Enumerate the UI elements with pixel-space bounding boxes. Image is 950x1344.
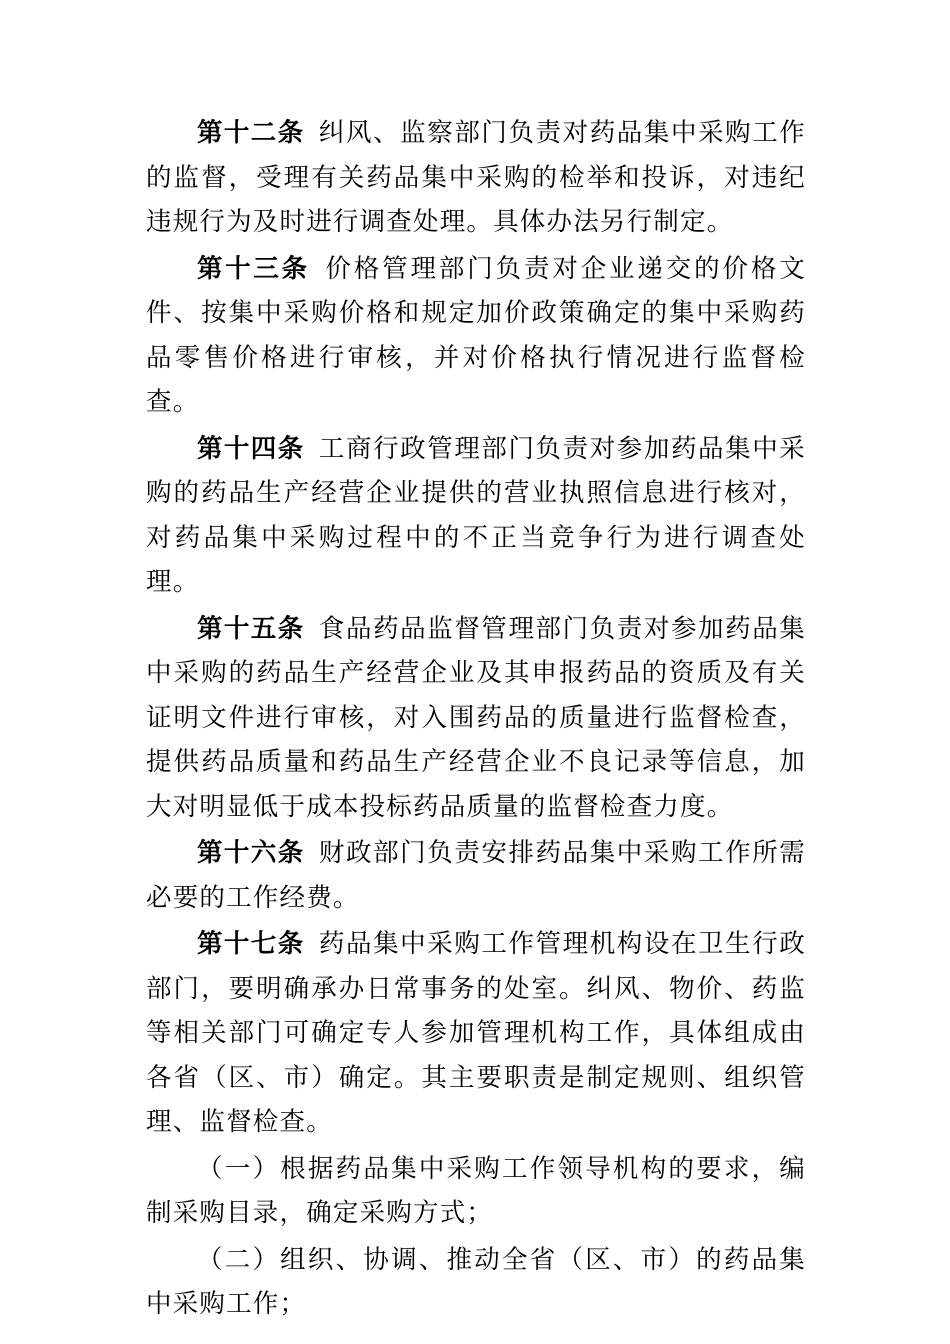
article-13 <box>146 247 806 425</box>
article-number: 第十六条 <box>197 838 305 868</box>
article-12 <box>146 111 806 245</box>
article-14 <box>146 427 806 605</box>
article-text: 工商行政管理部门负责对参加药品集中采购的药品生产经营企业提供的营业执照信息进行核对，对药品集中采购过程中的不正当竞争行为进行调查处理。 <box>146 433 806 597</box>
article-number: 第十四条 <box>197 433 305 464</box>
article-17 <box>146 922 806 1145</box>
article-number: 第十二条 <box>197 118 305 148</box>
article-number: 第十三条 <box>197 253 310 284</box>
list-item-2: （二）组织、协调、推动全省（区、市）的药品集中采购工作； <box>146 1244 806 1319</box>
article-text: 纠风、监察部门负责对药品集中采购工作的监督，受理有关药品集中采购的检举和投诉，对违纪违规行为及时进行调查处理。具体办法另行制定。 <box>146 118 806 237</box>
article-16 <box>146 831 806 920</box>
article-text: 价格管理部门负责对企业递交的价格文件、按集中采购价格和规定加价政策确定的集中采购药品零售价格进行审核，并对价格执行情况进行监督检查。 <box>146 253 806 417</box>
article-15 <box>146 607 806 830</box>
article-number: 第十七条 <box>197 929 305 959</box>
article-number: 第十五条 <box>197 613 305 644</box>
article-text: 食品药品监督管理部门负责对参加药品集中采购的药品生产经营企业及其申报药品的资质及有关证明文件进行审核，对入围药品的质量进行监督检查，提供药品质量和药品生产经营企业不良记录等信息，加大对明显低于成本投标药品质量的监督检查力度。 <box>146 613 806 822</box>
document-page <box>146 111 806 1329</box>
article-text: 财政部门负责安排药品集中采购工作所需必要的工作经费。 <box>146 838 806 913</box>
list-item-1: （一）根据药品集中采购工作领导机构的要求，编制采购目录，确定采购方式； <box>146 1153 806 1228</box>
article-text: 药品集中采购工作管理机构设在卫生行政部门，要明确承办日常事务的处室。纠风、物价、药监等相关部门可确定专人参加管理机构工作，具体组成由各省（区、市）确定。其主要职责是制定规则、组织管理、监督检查。 <box>146 929 806 1137</box>
